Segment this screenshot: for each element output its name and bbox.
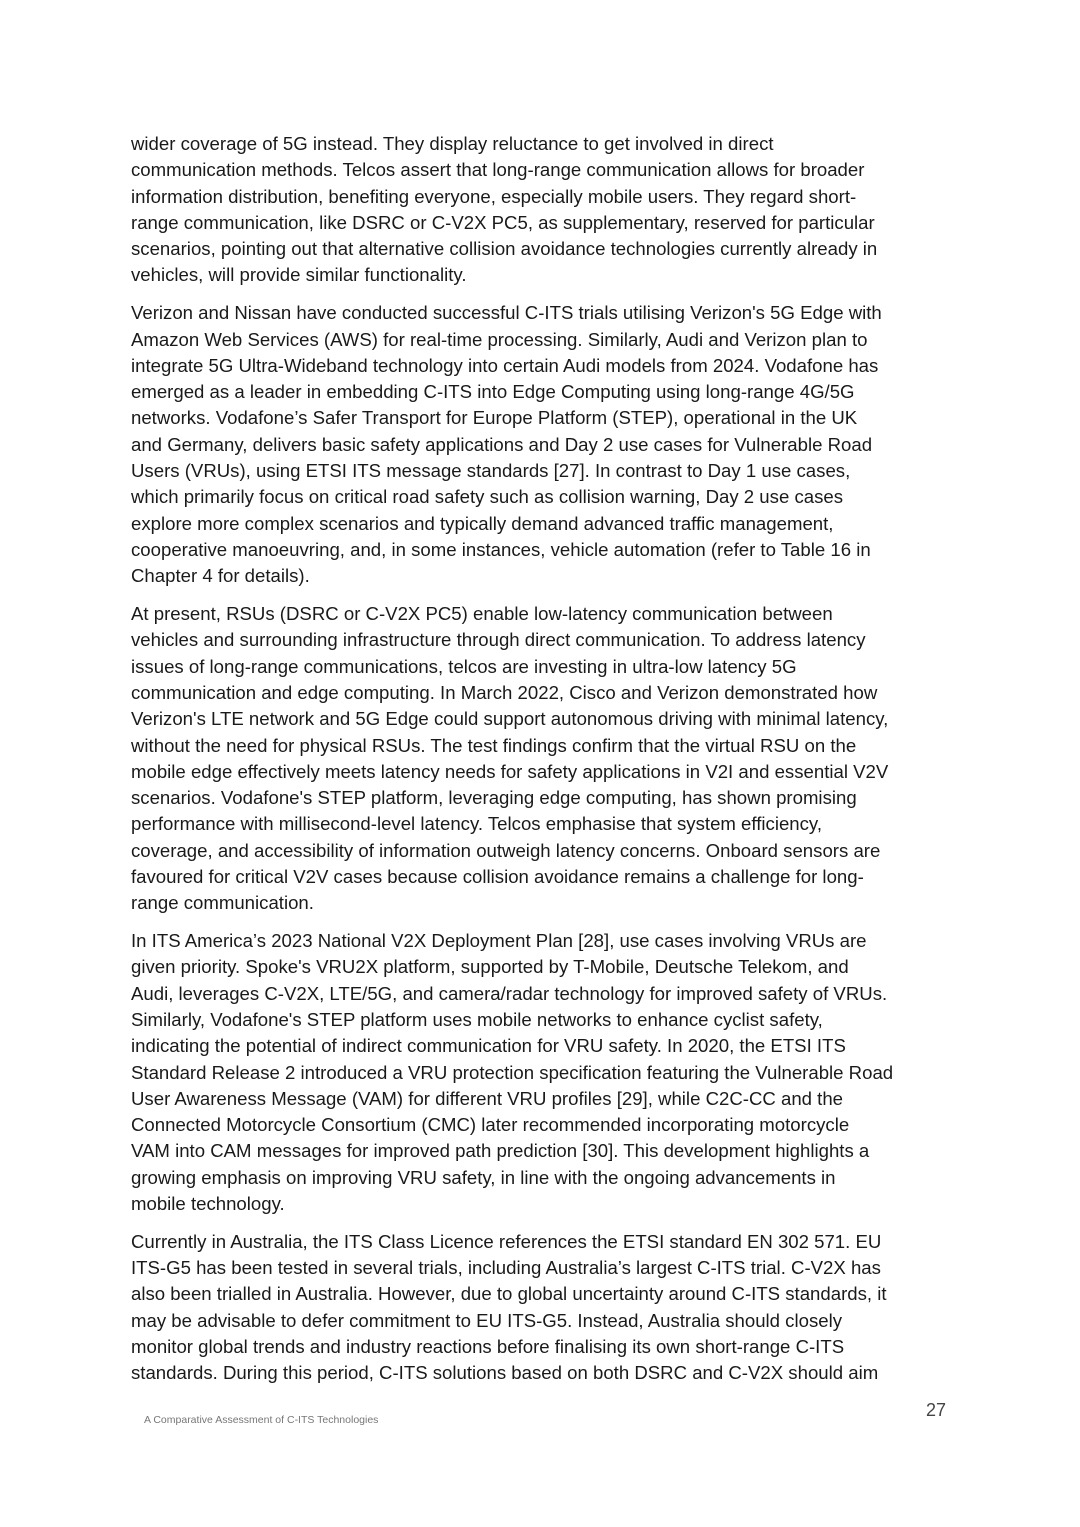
text-line: communication methods. Telcos assert that long-range communication allows for broader: [131, 159, 865, 181]
text-line: information distribution, benefiting everyone, especially mobile users. They regard short-: [131, 185, 857, 207]
text-line: favoured for critical V2V cases because collision avoidance remains a challenge for long-: [131, 866, 864, 888]
text-line: Verizon's LTE network and 5G Edge could support autonomous driving with minimal latency,: [131, 708, 889, 730]
text-line: explore more complex scenarios and typically demand advanced traffic management,: [131, 512, 834, 534]
text-line: range communication.: [131, 892, 314, 914]
text-line: Audi, leverages C-V2X, LTE/5G, and camera/radar technology for improved safety of VRUs.: [131, 982, 888, 1004]
text-line: which primarily focus on critical road safety such as collision warning, Day 2 use cases: [131, 486, 844, 508]
text-line: scenarios, pointing out that alternative collision avoidance technologies currently already in: [131, 238, 878, 260]
paragraph: [131, 601, 961, 917]
footer-document-title: A Comparative Assessment of C-ITS Technologies: [144, 1414, 379, 1426]
text-line: integrate 5G Ultra-Wideband technology into certain Audi models from 2024. Vodafone has: [131, 354, 879, 376]
text-line: Currently in Australia, the ITS Class Licence references the ETSI standard EN 302 571. EU: [131, 1230, 882, 1252]
text-line: standards. During this period, C-ITS solutions based on both DSRC and C-V2X should aim: [131, 1362, 879, 1384]
text-line: Chapter 4 for details).: [131, 565, 310, 587]
text-line: ITS-G5 has been tested in several trials, including Australia’s largest C-ITS trial. C-V2X has: [131, 1257, 881, 1279]
paragraph: [131, 928, 961, 1217]
text-line: Similarly, Vodafone's STEP platform uses mobile networks to enhance cyclist safety,: [131, 1009, 823, 1030]
text-line: also been trialled in Australia. However, due to global uncertainty around C-ITS standards, it: [131, 1283, 887, 1305]
text-line: issues of long-range communications, telcos are investing in ultra-low latency 5G: [131, 655, 797, 677]
page-number: 27: [926, 1400, 947, 1420]
text-line: At present, RSUs (DSRC or C-V2X PC5) enable low-latency communication between: [131, 603, 833, 625]
text-line: Verizon and Nissan have conducted successful C-ITS trials utilising Verizon's 5G Edge with: [131, 302, 882, 324]
text-line: Standard Release 2 introduced a VRU protection specification featuring the Vulnerable Road: [131, 1061, 894, 1083]
text-line: emerged as a leader in embedding C-ITS into Edge Computing using long-range 4G/5G: [131, 381, 855, 403]
body-text: [131, 131, 961, 1398]
text-line: networks. Vodafone’s Safer Transport for Europe Platform (STEP), operational in the UK: [131, 407, 858, 429]
paragraph: [131, 1229, 961, 1387]
text-line: mobile technology.: [131, 1193, 285, 1215]
text-line: communication and edge computing. In March 2022, Cisco and Verizon demonstrated how: [131, 681, 878, 703]
text-line: and Germany, delivers basic safety applications and Day 2 use cases for Vulnerable Road: [131, 433, 873, 455]
text-line: Connected Motorcycle Consortium (CMC) later recommended incorporating motorcycle: [131, 1114, 850, 1136]
text-line: mobile edge effectively meets latency needs for safety applications in V2I and essential V2V: [131, 760, 889, 782]
text-line: range communication, like DSRC or C-V2X PC5, as supplementary, reserved for particular: [131, 211, 875, 233]
text-line: without the need for physical RSUs. The test findings confirm that the virtual RSU on the: [131, 734, 857, 756]
text-line: In ITS America’s 2023 National V2X Deployment Plan [28], use cases involving VRUs are: [131, 930, 867, 952]
text-line: cooperative manoeuvring, and, in some instances, vehicle automation (refer to Table 16 in: [131, 538, 871, 560]
text-line: indicating the potential of indirect communication for VRU safety. In 2020, the ETSI ITS: [131, 1035, 846, 1057]
text-line: scenarios. Vodafone's STEP platform, leveraging edge computing, has shown promising: [131, 787, 857, 809]
text-line: Amazon Web Services (AWS) for real-time processing. Similarly, Audi and Verizon plan to: [131, 328, 868, 350]
text-line: VAM into CAM messages for improved path prediction [30]. This development highlights a: [131, 1140, 870, 1162]
text-line: wider coverage of 5G instead. They display reluctance to get involved in direct: [131, 133, 774, 154]
text-line: vehicles, will provide similar functionality.: [131, 264, 467, 286]
text-line: Users (VRUs), using ETSI ITS message standards [27]. In contrast to Day 1 use cases,: [131, 460, 851, 482]
text-line: User Awareness Message (VAM) for different VRU profiles [29], while C2C-CC and the: [131, 1087, 844, 1109]
text-line: coverage, and accessibility of information outweigh latency concerns. Onboard sensors are: [131, 839, 881, 861]
text-line: monitor global trends and industry reactions before finalising its own short-range C-ITS: [131, 1336, 845, 1358]
text-line: given priority. Spoke's VRU2X platform, supported by T-Mobile, Deutsche Telekom, and: [131, 956, 849, 978]
text-line: growing emphasis on improving VRU safety, in line with the ongoing advancements in: [131, 1166, 836, 1188]
paragraph: [131, 131, 961, 289]
text-line: vehicles and surrounding infrastructure through direct communication. To address latency: [131, 629, 866, 651]
text-line: may be advisable to defer commitment to EU ITS-G5. Instead, Australia should closely: [131, 1309, 843, 1331]
paragraph: [131, 300, 961, 589]
text-line: performance with millisecond-level latency. Telcos emphasise that system efficiency,: [131, 813, 823, 835]
